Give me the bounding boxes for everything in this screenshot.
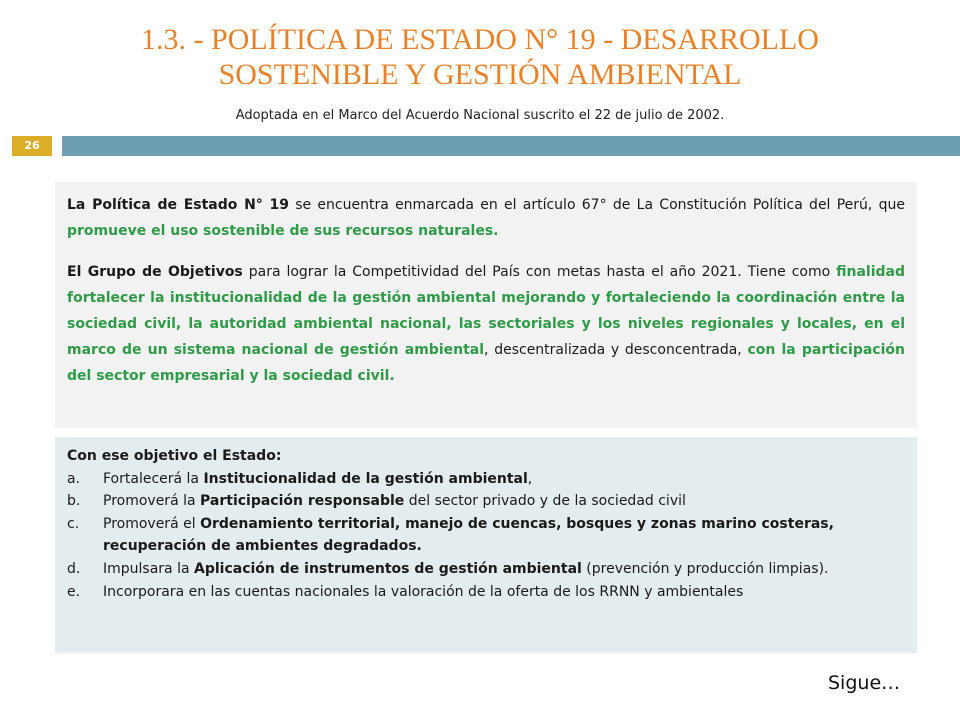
list-marker: e. [67,583,81,600]
list-text-end: (prevención y producción limpias). [581,560,829,577]
slide-subtitle: Adoptada en el Marco del Acuerdo Nacional suscrito el 22 de julio de 2002. [235,108,725,123]
list-item [67,490,905,513]
state-objectives-box [55,437,917,653]
list-text-end: del sector privado y de la sociedad civil [404,493,686,510]
list-bold-text: Aplicación de instrumentos de gestión ambiental [194,560,582,577]
policy-paragraph-2 [67,259,905,389]
objectives-text-2: , descentralizada y desconcentrada, [484,342,748,358]
list-bold-text: Institucionalidad de la gestión ambiental [203,470,528,487]
continue-label: Sigue… [828,672,901,694]
header-bar [62,136,960,156]
objectives-highlight-text-2: con la participación del sector empresarial y la sociedad civil. [67,342,905,384]
objectives-highlight-text: finalidad fortalecer la institucionalidad de la gestión ambiental mejorando y fortaleciendo la coordinación entre la sociedad civil, la autoridad ambiental nacional, las sectoriales y los niveles regionales y locales, en el marco de un sistema nacional de gestión ambiental [67,264,905,358]
slide-number-badge: 26 [12,136,52,156]
slide-title-line1: 1.3. - POLÍTICA DE ESTADO N° 19 - DESARROLLO [141,23,819,56]
policy-description-box [55,182,917,428]
list-item [67,513,905,558]
policy-highlight-text: promueve el uso sostenible de sus recursos naturales. [67,223,499,239]
list-marker: a. [67,470,81,487]
list-item [67,558,905,581]
state-objectives-list [67,468,905,604]
policy-paragraph-1 [67,192,905,244]
list-text: Fortalecerá la [103,470,204,487]
slide-title [0,22,960,92]
list-text: Incorporara en las cuentas nacionales la valoración de la oferta de los RRNN y ambientales [103,583,744,600]
state-objectives-intro: Con ese objetivo el Estado: [67,448,282,464]
list-marker: d. [67,560,81,577]
list-text-end: , [527,470,533,487]
list-item [67,581,905,604]
policy-text: se encuentra enmarcada en el artículo 67° de La Constitución Política del Perú, que [288,197,906,213]
list-text: Impulsara la [103,560,194,577]
list-bold-text: Participación responsable [200,493,405,510]
slide-title-line2: SOSTENIBLE Y GESTIÓN AMBIENTAL [218,58,742,91]
list-marker: b. [67,493,81,510]
list-bold-text: Ordenamiento territorial, manejo de cuencas, bosques y zonas marino costeras, recuperación de ambientes degradados. [103,515,834,555]
objectives-group-text: El Grupo de Objetivos [67,264,243,280]
list-item [67,468,905,491]
list-text: Promoverá el [103,515,201,532]
objectives-text: para lograr la Competitividad del País con metas hasta el año 2021. Tiene como [242,264,837,280]
list-marker: c. [67,515,80,532]
list-text: Promoverá la [103,493,201,510]
policy-name-text: La Política de Estado N° 19 [67,197,289,213]
